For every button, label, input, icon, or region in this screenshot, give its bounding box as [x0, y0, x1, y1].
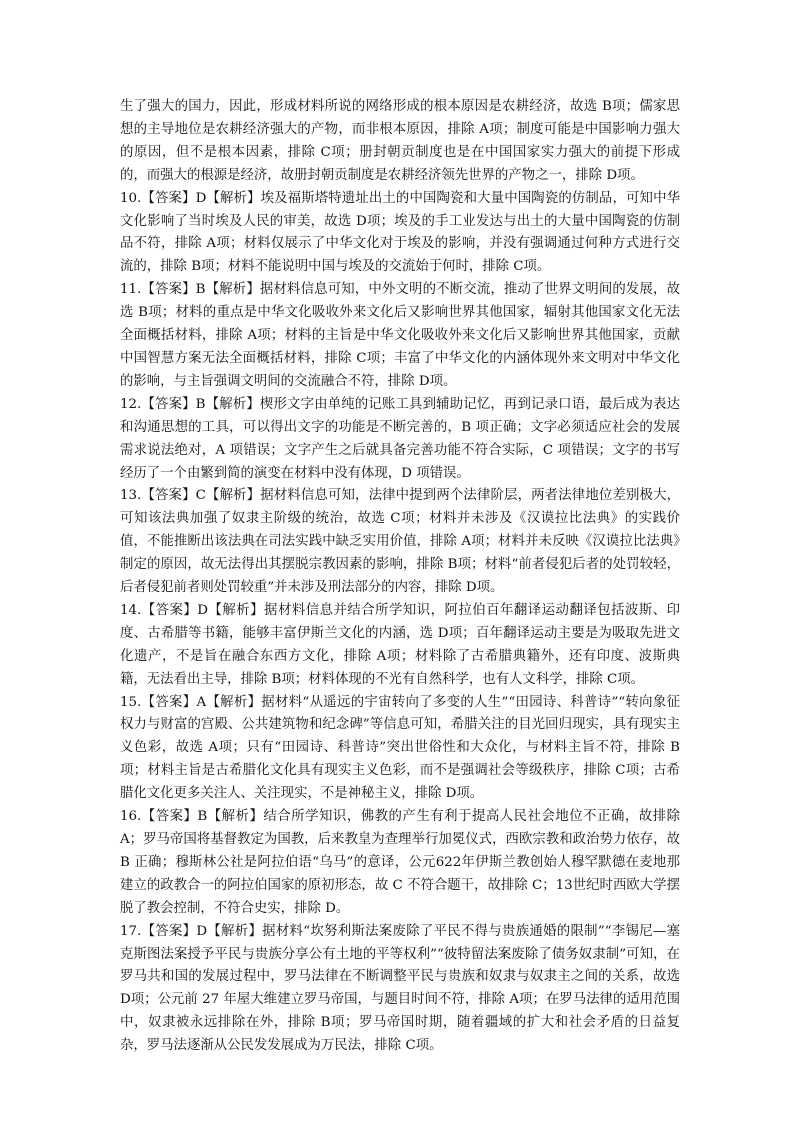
answer-16: 16.【答案】B【解析】结合所学知识，佛教的产生有利于提高人民社会地位不正确，故排除 A；罗马帝国将基督教定为国教，后来教皇为查理举行加冕仪式，西欧宗教和政治势力依存，故 B 正确；穆斯林公社是阿拉伯语“乌马”的意译，公元622年伊斯兰教创始人穆罕默德在麦地那建立的政教合一的阿拉伯国家的原初形态，故 C 不符合题干，故排除 C；13世纪时西欧大学摆脱了教会控制，不符合史实，排除 D。 [120, 809, 680, 916]
answer-12: 12.【答案】B【解析】楔形文字由单纯的记账工具到辅助记忆，再到记录口语，最后成为表达和沟通思想的工具，可以得出文字的功能是不断完善的，B 项正确；文字必须适应社会的发展需求说法绝对，A 项错误；文字产生之后就具备完善功能不符合实际，C 项错误；文字的书写经历了一个由繁到简的演变在材料中没有体现，D 项错误。 [120, 396, 680, 481]
answer-14: 14.【答案】D【解析】据材料信息并结合所学知识，阿拉伯百年翻译运动翻译包括波斯、印度、古希腊等书籍，能够丰富伊斯兰文化的内涵，选 D项；百年翻译运动主要是为吸取先进文化遗产，不是旨在融合东西方文化，排除 A项；材料除了古希腊典籍外，还有印度、波斯典籍，无法看出主导，排除 B项；材料体现的不光有自然科学，也有人文科学，排除 C项。 [120, 602, 680, 687]
paragraph-continuation: 生了强大的国力，因此，形成材料所说的网络形成的根本原因是农耕经济，故选 B项；儒家思想的主导地位是农耕经济强大的产物，而非根本原因，排除 A项；制度可能是中国影响力强大的原因，但不是根本因素，排除 C项；册封朝贡制度也是在中国国家实力强大的前提下形成的，而强大的根源是经济，故册封朝贡制度是农耕经济领先世界的产物之一，排除 D项。 [120, 99, 680, 183]
answer-15: 15.【答案】A【解析】据材料“从遥远的宇宙转向了多变的人生”“田园诗、科普诗”“转向象征权力与财富的宫殿、公共建筑物和纪念碑”等信息可知，希腊关注的目光回归现实，具有现实主义色彩，故选 A项；只有“田园诗、科普诗”突出世俗性和大众化，与材料主旨不符，排除 B项；材料主旨是古希腊化文化具有现实主义色彩，而不是强调社会等级秩序，排除 C项；古希腊化文化更多关注人、关注现实，不是神秘主义，排除 D项。 [120, 694, 680, 802]
answer-13: 13.【答案】C【解析】据材料信息可知，法律中提到两个法律阶层，两者法律地位差别极大，可知该法典加强了奴隶主阶级的统治，故选 C项；材料并未涉及《汉谟拉比法典》的实践价值，不能推断出该法典在司法实践中缺乏实用价值，排除 A项；材料并未反映《汉谟拉比法典》制定的原因，故无法得出其摆脱宗教因素的影响，排除 B项；材料“前者侵犯后者的处罚较轻，后者侵犯前者则处罚较重”并未涉及刑法部分的内容，排除 D项。 [120, 488, 680, 596]
answer-10: 10.【答案】D【解析】埃及福斯塔特遗址出土的中国陶瓷和大量中国陶瓷的仿制品，可知中华文化影响了当时埃及人民的审美，故选 D项；埃及的手工业发达与出土的大量中国陶瓷的仿制品不符，排除 A项；材料仅展示了中华文化对于埃及的影响，并没有强调通过何种方式进行交流的，排除 B项；材料不能说明中国与埃及的交流始于何时，排除 C项。 [120, 190, 680, 275]
answer-17: 17.【答案】D【解析】据材料“坎努利斯法案废除了平民不得与贵族通婚的限制”“李锡尼—塞克斯图法案授予平民与贵族分享公有土地的平等权利”“彼特留法案废除了债务奴隶制”可知，在罗马共和国的发展过程中，罗马法律在不断调整平民与贵族和奴隶与奴隶主之间的关系，故选 D项；公元前 27 年屋大维建立罗马帝国，与题目时间不符，排除 A项；在罗马法律的适用范围中，奴隶被永远排除在外，排除 B项；罗马帝国时期，随着疆域的扩大和社会矛盾的日益复杂，罗马法逐渐从公民发发展成为万民法，排除 C项。 [120, 923, 680, 1054]
document-body [120, 96, 680, 1058]
answer-11: 11.【答案】B【解析】据材料信息可知，中外文明的不断交流，推动了世界文明间的发展，故选 B项；材料的重点是中华文化吸收外来文化后又影响世界其他国家，辐射其他国家文化无法全面概括材料，排除 A项；材料的主旨是中华文化吸收外来文化后又影响世界其他国家，贡献中国智慧方案无法全面概括材料，排除 C项；丰富了中华文化的内涵体现外来文明对中华文化的影响，与主旨强调文明间的交流融合不符，排除 D项。 [120, 282, 680, 389]
